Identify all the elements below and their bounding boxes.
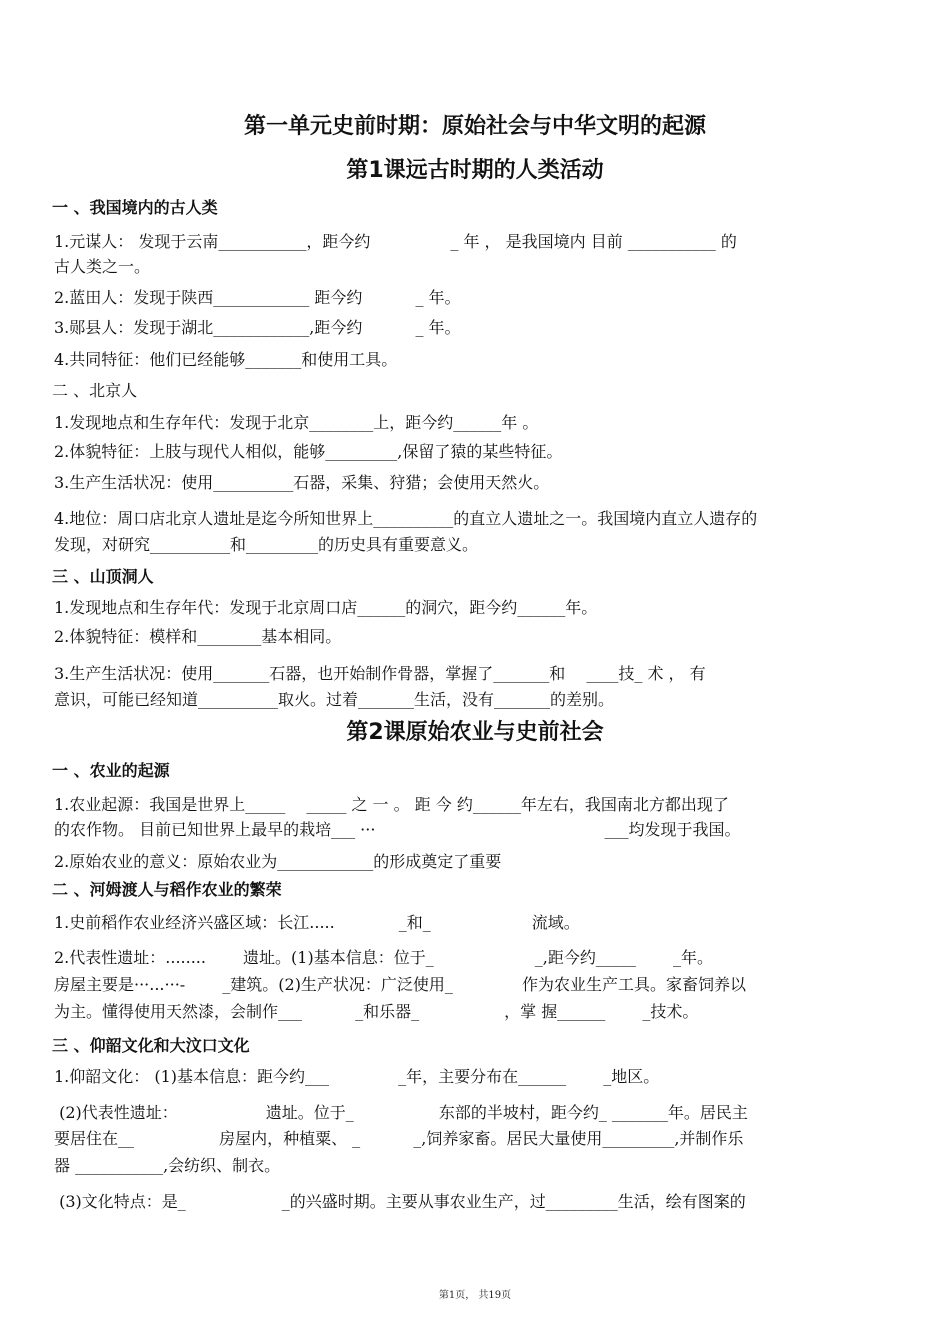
paragraph-line: 3.生产生活状况：使用__________石器，采集、狩猎；会使用天然火。 [54,473,550,492]
paragraph-line: 2.原始农业的意义：原始农业为____________的形成奠定了重要 [54,852,502,871]
paragraph-line: 2.代表性遗址：........ 遗址。(1)基本信息：位于_ _,距今约_____ _年。 [54,948,713,967]
lesson2-section2-heading: 二 、河姆渡人与稻作农业的繁荣 [52,880,282,899]
paragraph-line: 2.体貌特征：模样和________基本相同。 [54,627,342,646]
lesson1-title: 第1课远古时期的人类活动 [346,158,604,183]
lesson1-section2-heading: 二 、北京人 [52,381,138,400]
page-footer: 第1页， 共19页 [438,1290,512,1301]
lesson2-section3-heading: 三 、仰韶文化和大汶口文化 [52,1036,250,1055]
paragraph-line: 4.地位：周口店北京人遗址是迄今所知世界上__________的直立人遗址之一。我国境内直立人遗存的 [54,509,758,528]
lesson1-section1-heading: 一 、我国境内的古人类 [52,198,218,217]
paragraph-line: 1.农业起源：我国是世界上_____ _____ 之 一 。 距 今 约______年左右，我国南北方都出现了 [54,795,729,814]
paragraph-line: 发现，对研究__________和_________的历史具有重要意义。 [54,535,479,554]
lesson2-title: 第2课原始农业与史前社会 [346,720,604,745]
unit-title: 第一单元史前时期：原始社会与中华文明的起源 [243,114,706,139]
paragraph-line: 意识，可能已经知道__________取火。过着_______生活，没有_______的差别。 [54,690,615,709]
paragraph-line: 2.体貌特征：上肢与现代人相似，能够_________,保留了猿的某些特征。 [54,442,563,461]
paragraph-line: 房屋主要是···...···- _建筑。(2)生产状况：广泛使用_ 作为农业生产工具。家畜饲养以 [54,975,747,994]
paragraph-line: 器 ___________,会纺织、制衣。 [54,1156,281,1175]
paragraph-line: 要居住在__ 房屋内，种植粟、 _ _,饲养家畜。居民大量使用_________,并制作乐 [54,1129,744,1148]
lesson1-section3-heading: 三 、山顶洞人 [52,567,154,586]
paragraph-line: 3.生产生活状况：使用_______石器，也开始制作骨器，掌握了_______和 ____技_ 术 ， 有 [54,664,706,683]
paragraph-line: 1.发现地点和生存年代：发现于北京周口店______的洞穴，距今约______年。 [54,598,598,617]
paragraph-line: 4.共同特征：他们已经能够_______和使用工具。 [54,350,398,369]
paragraph-line: 为主。懂得使用天然漆，会制作___ _和乐器_ ，掌 握______ _技术。 [54,1002,699,1021]
paragraph-line: (2)代表性遗址： 遗址。位于_ 东部的半坡村，距今约_ _______年。居民主 [54,1103,748,1122]
paragraph-line: (3)文化特点：是_ _的兴盛时期。主要从事农业生产，过_________生活，绘有图案的 [54,1192,746,1211]
paragraph-line: 1.史前稻作农业经济兴盛区域：长江..... _和_ 流域。 [54,913,580,932]
paragraph-line: 1.元谋人： 发现于云南___________，距今约 _ 年 ， 是我国境内 目前 ___________ 的 [54,232,737,251]
paragraph-line: 3.郧县人：发现于湖北____________,距今约 _ 年。 [54,318,461,337]
paragraph-line: 的农作物。 目前已知世界上最早的栽培___ ··· ___均发现于我国。 [54,820,741,839]
lesson2-section1-heading: 一 、农业的起源 [52,761,170,780]
paragraph-line: 1.发现地点和生存年代：发现于北京________上，距今约______年 。 [54,413,539,432]
paragraph-line: 2.蓝田人：发现于陕西____________ 距今约 _ 年。 [54,288,461,307]
paragraph-line: 古人类之一。 [54,257,151,276]
paragraph-line: 1.仰韶文化： (1)基本信息：距今约___ _年，主要分布在______ _地区。 [54,1067,660,1086]
